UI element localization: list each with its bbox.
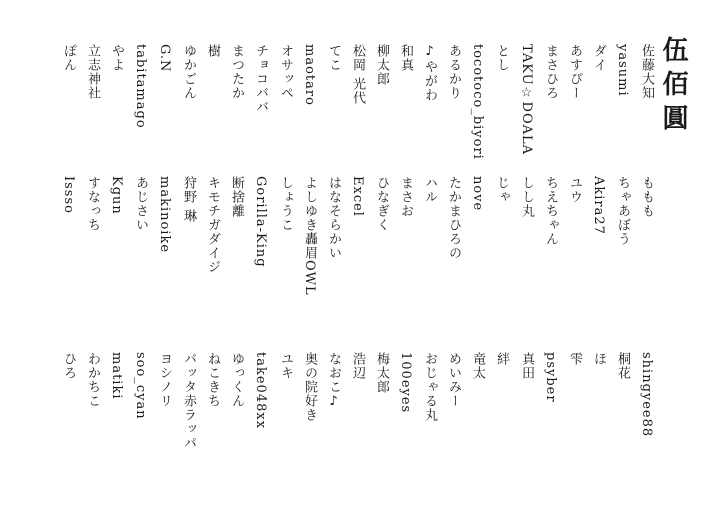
page-title: 伍佰圓 <box>658 36 688 138</box>
donor-name: ゆかごん <box>181 44 196 100</box>
donor-name: ほ <box>591 352 606 366</box>
donor-name: 梅太郎 <box>374 352 389 394</box>
donor-name: キモチガダイジ <box>205 176 220 274</box>
donor-name: あるかり <box>446 44 461 100</box>
donor-name: Gorilla-King <box>253 176 268 268</box>
donor-name: ゆっくん <box>229 352 244 408</box>
donor-name: 松岡 光代 <box>350 44 365 106</box>
donor-name: おじゃる丸 <box>422 352 437 422</box>
donor-name: ちゃあぼう <box>615 176 630 246</box>
donor-name: take048xx <box>253 352 268 430</box>
donor-name: やよ <box>109 44 124 72</box>
donor-name: まさお <box>398 176 413 218</box>
donor-name: てこ <box>326 44 341 72</box>
donor-name: バッタ赤ラッパ <box>181 352 196 450</box>
donor-name: Issso <box>61 176 76 214</box>
donor-name: ぽん <box>61 44 76 72</box>
donor-name: 絆 <box>494 352 509 366</box>
donor-name: ひろ <box>61 352 76 380</box>
donor-name: 100eyes <box>398 352 413 414</box>
donor-name: 樹 <box>205 44 220 58</box>
donor-name: 真田 <box>519 352 534 380</box>
donor-name: チョコババ <box>253 44 268 114</box>
donor-name: めいみー <box>446 352 461 408</box>
donor-name: yasumi <box>615 44 630 97</box>
donor-name: 竜太 <box>470 352 485 380</box>
donor-name: 立志神社 <box>85 44 100 100</box>
donor-name: psyber <box>543 352 558 403</box>
donor-name: 浩辺 <box>350 352 365 380</box>
donor-name: なおこ♪ <box>326 352 341 410</box>
donor-name: Akira27 <box>591 176 606 235</box>
donor-name: しし丸 <box>519 176 534 218</box>
donor-name: 桐花 <box>615 352 630 380</box>
donor-name: ももも <box>639 176 654 218</box>
donor-name: まつたか <box>229 44 244 100</box>
donor-name: しょうこ <box>278 176 293 232</box>
donor-name: あすぴー <box>567 44 582 100</box>
donor-name: 奥の院好き <box>302 352 317 422</box>
donor-name: あじさい <box>133 176 148 232</box>
donor-name: matiki <box>109 352 124 400</box>
donor-name: G.N <box>157 44 172 73</box>
donor-name: 柳太郎 <box>374 44 389 86</box>
donor-name: はなそらかい <box>326 176 341 260</box>
donor-name: ユウ <box>567 176 582 204</box>
donor-name: よしゆき轟眉OWL <box>302 176 317 296</box>
donor-name: すなっち <box>85 176 100 232</box>
donor-name: 和真 <box>398 44 413 72</box>
donor-name: TAKU☆DOALA <box>519 44 534 156</box>
donor-name: 佐藤大知 <box>639 44 654 100</box>
donor-name: makinoike <box>157 176 172 254</box>
donor-name: じゃ <box>494 176 509 204</box>
donor-name: tocotoco_biyori <box>470 44 485 160</box>
donor-name: tabitamago <box>133 44 148 129</box>
donor-name: わかちこ <box>85 352 100 408</box>
donor-name: ユキ <box>278 352 293 380</box>
donor-name: 断捨離 <box>229 176 244 218</box>
donor-name: オサッペ <box>278 44 293 100</box>
donor-name: まさひろ <box>543 44 558 100</box>
donor-name: 雫 <box>567 352 582 366</box>
donor-name: Kgun <box>109 176 124 215</box>
donor-name: Excel <box>350 176 365 217</box>
donor-name: たかまひろの <box>446 176 461 260</box>
donor-name: ヨシノリ <box>157 352 172 408</box>
donor-name: maotaro <box>302 44 317 106</box>
donor-name: ちえちゃん <box>543 176 558 246</box>
donor-name: 狩野 琳 <box>181 176 196 224</box>
donor-name: とし <box>494 44 509 72</box>
donor-name: ひなぎく <box>374 176 389 232</box>
donor-name: shingyee88 <box>639 352 654 438</box>
donor-name: ねこきち <box>205 352 220 408</box>
donor-name: ♪やがわ <box>422 44 437 102</box>
donor-name: ダイ <box>591 44 606 72</box>
donor-name: soo_cyan <box>133 352 148 420</box>
donor-name: ハル <box>422 176 437 204</box>
donor-name: nove <box>470 176 485 212</box>
